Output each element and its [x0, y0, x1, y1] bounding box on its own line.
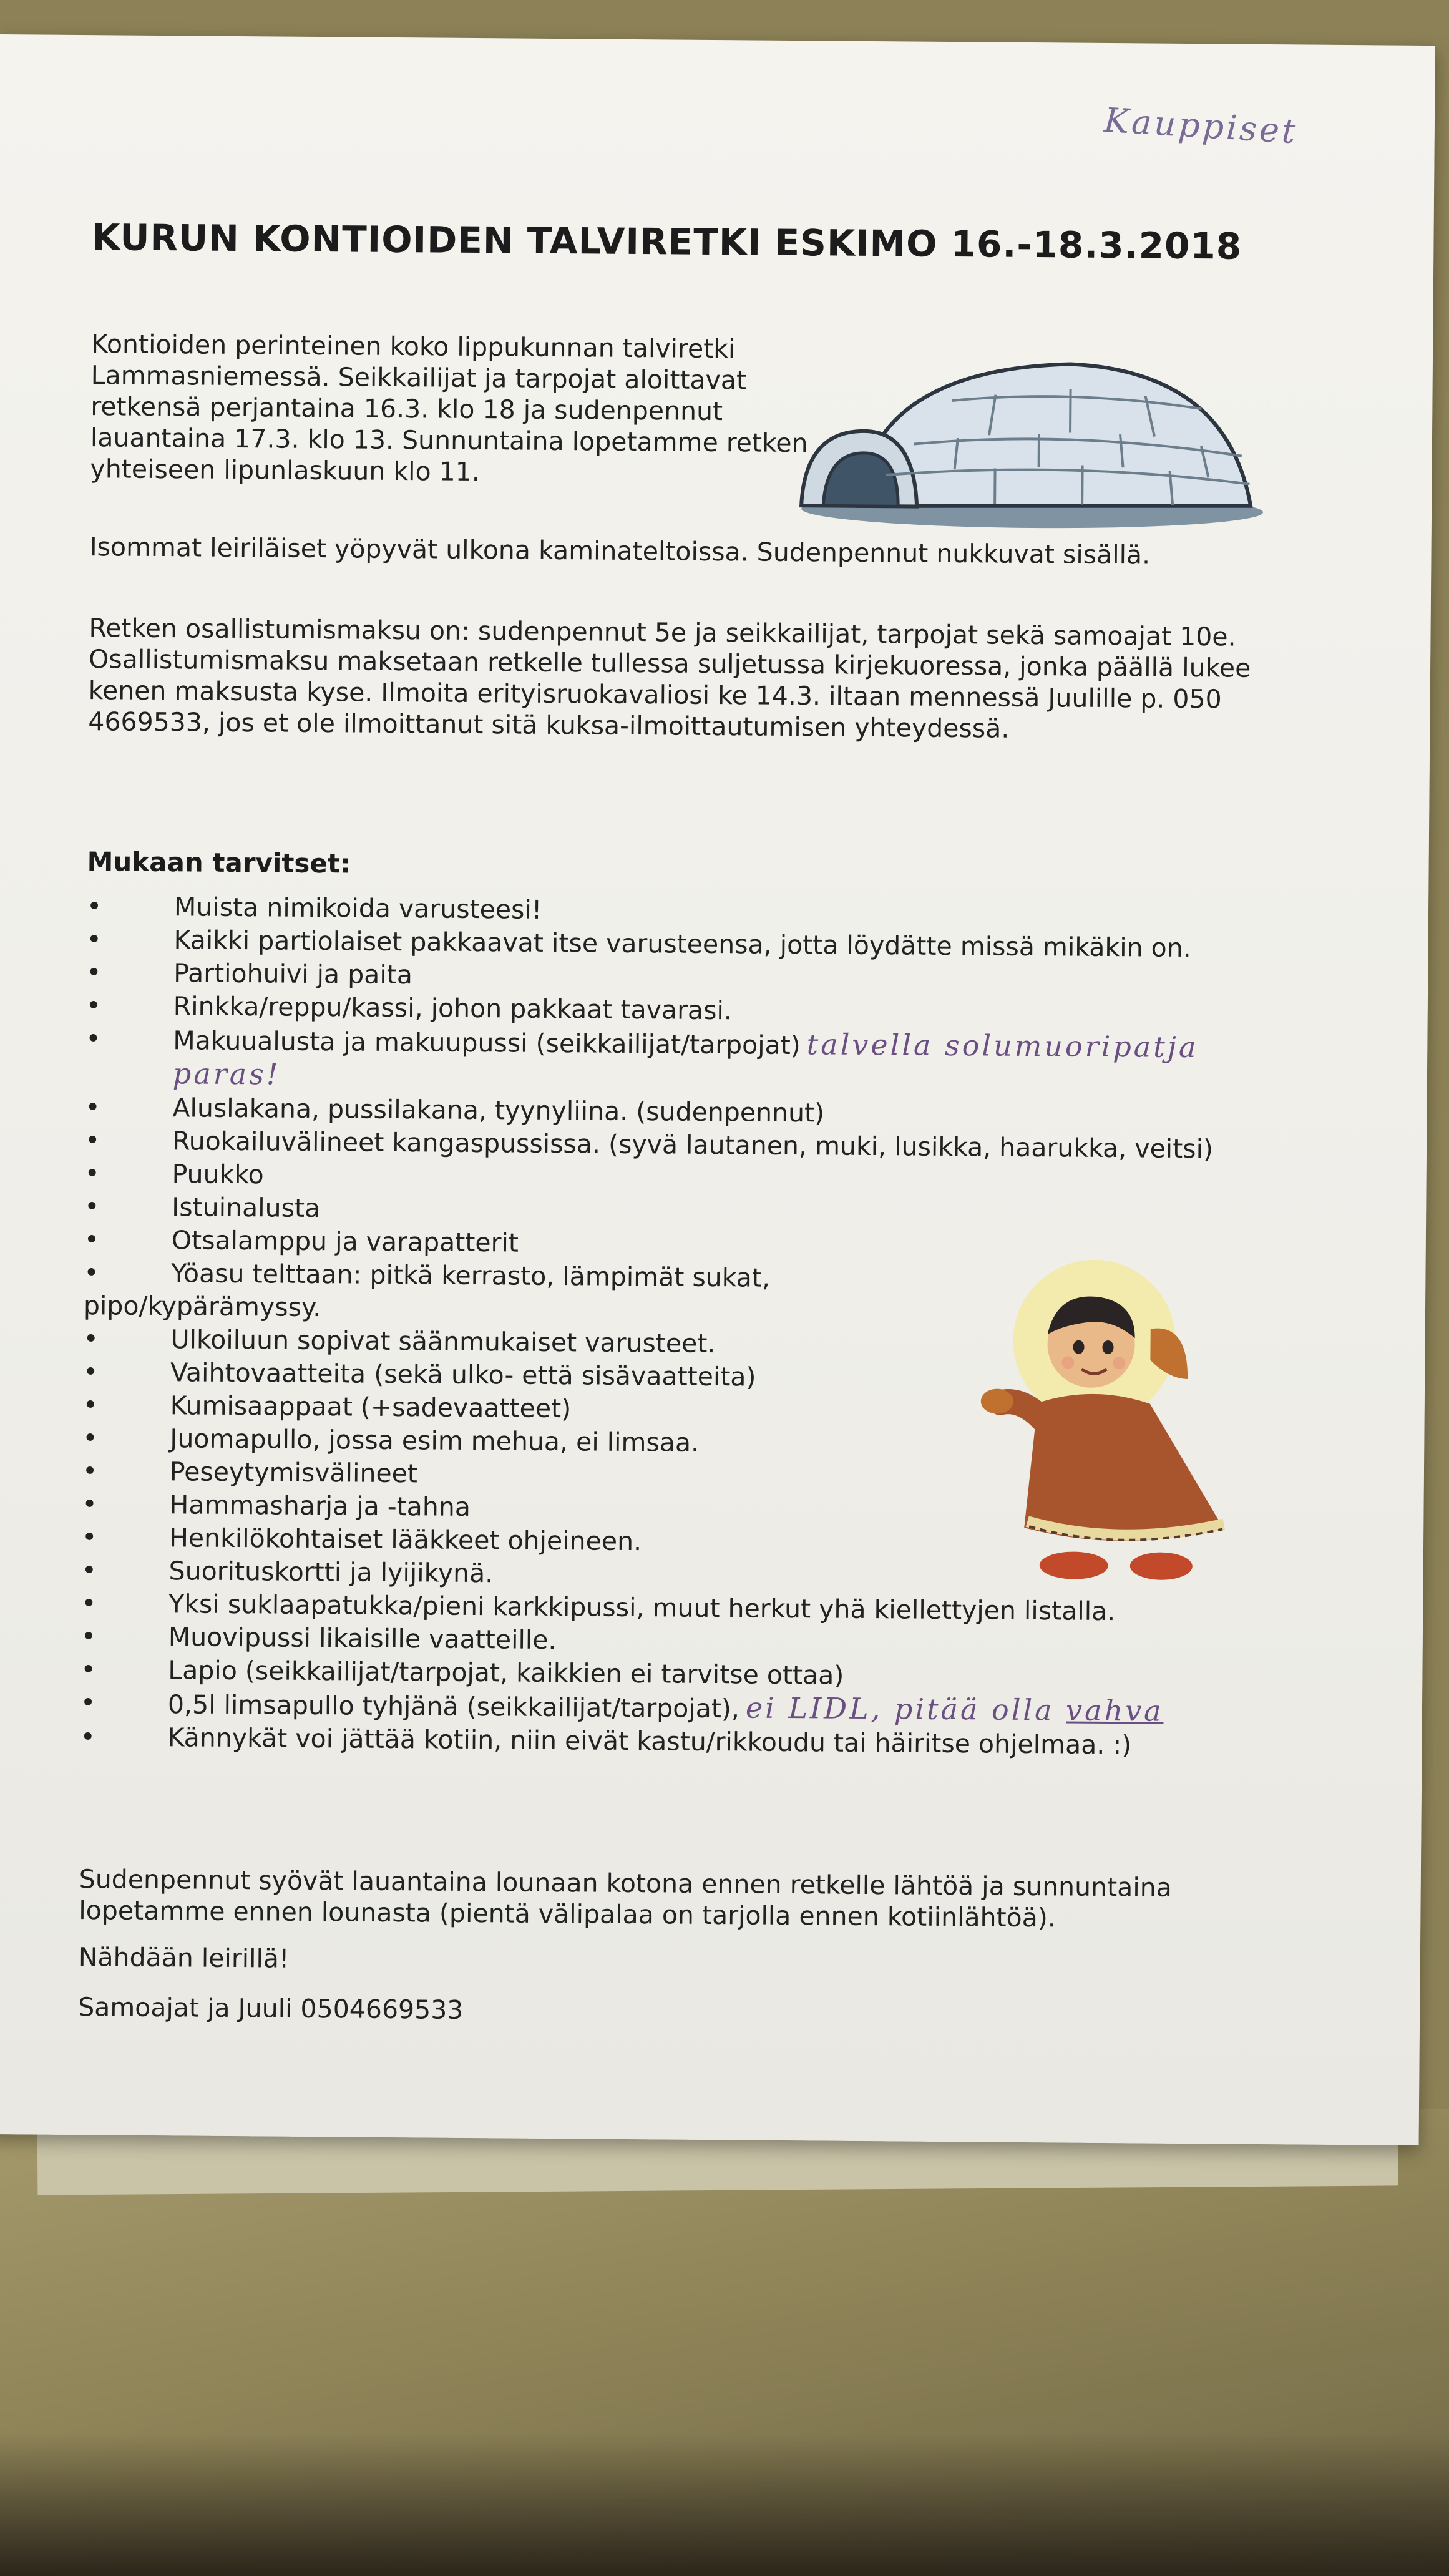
bullet: • — [86, 891, 102, 922]
bullet: • — [84, 1257, 99, 1288]
bullet: • — [81, 1555, 97, 1586]
bullet: • — [84, 1191, 100, 1222]
list-item: • Partiohuivi ja paita — [86, 957, 413, 990]
bullet: • — [82, 1423, 98, 1453]
footer-paragraph: Sudenpennut syövät lauantaina lounaan kotona ennen retkelle lähtöä ja sunnuntaina lopetamme ennen lounasta (pientä välipalaa on tarjolla ennen kotiinlähtöä). — [79, 1864, 1173, 1933]
handwritten-note-bottle: ei LIDL, pitää olla vahva — [745, 1690, 1164, 1728]
eskimo-child-illustration — [962, 1252, 1257, 1586]
list-item: • Makuualusta ja makuupussi (seikkailijat/tarpojat) talvella solumuoripatja paras! — [85, 1023, 1199, 1091]
fee-paragraph: Retken osallistumismaksu on: sudenpennut 5e ja seikkailijat, tarpojat sekä samoajat 10e. Osallistumismaksu maksetaan retkelle tullessa suljetussa kirjekuoressa, jonka päällä lukee kenen maksusta kyse. Ilmoita erityisruokavaliosi ke 14.3. iltaan mennessä Juulille p. 050 4669533, jos et ole ilmoittanut sitä kuksa-ilmoittautumisen yhteydessä. — [88, 613, 1251, 744]
handwritten-name: Kauppiset — [1103, 100, 1299, 152]
bullet: • — [86, 924, 102, 955]
list-item: • Henkilökohtaiset lääkkeet ohjeineen. — [81, 1522, 642, 1557]
list-item: • Yöasu telttaan: pitkä kerrasto, lämpimät sukat, pipo/kypärämyssy. — [83, 1257, 771, 1323]
bullet: • — [81, 1522, 97, 1553]
bullet: • — [84, 1158, 100, 1189]
igloo-illustration — [789, 324, 1265, 534]
bullet: • — [83, 1324, 99, 1354]
bullet: • — [80, 1722, 95, 1752]
list-item: • Kännykät voi jättää kotiin, niin eivät kastu/rikkoudu tai häiritse ohjelmaa. :) — [80, 1722, 1132, 1760]
boot-right — [1130, 1552, 1193, 1580]
bullet: • — [80, 1687, 96, 1718]
list-item: • Ruokailuvälineet kangaspussissa. (syvä lautanen, muki, lusikka, haarukka, veitsi) — [84, 1125, 1214, 1164]
bullet: • — [80, 1654, 96, 1685]
cheek-right — [1113, 1357, 1125, 1369]
bullet: • — [82, 1357, 99, 1387]
list-item: • Suorituskortti ja lyijikynä. — [81, 1555, 494, 1589]
bullet: • — [85, 1092, 100, 1123]
bullet: • — [82, 1456, 98, 1486]
list-item: • Yksi suklaapatukka/pieni karkkipussi, muut herkut yhä kiellettyjen listalla. — [81, 1588, 1116, 1627]
eye-left — [1073, 1340, 1084, 1354]
handwritten-note-sleeping-pad: talvella solumuoripatja paras! — [172, 1027, 1199, 1091]
page-title: KURUN KONTIOIDEN TALVIRETKI ESKIMO 16.-18.3.2018 — [92, 216, 1242, 268]
list-item: • Kaikki partiolaiset pakkaavat itse varusteensa, jotta löydätte missä mikäkin on. — [86, 924, 1191, 964]
bullet: • — [82, 1489, 97, 1520]
list-item: • Otsalamppu ja varapatterit — [84, 1224, 519, 1258]
list-item: • Muista nimikoida varusteesi! — [86, 891, 542, 925]
boot-left — [1040, 1551, 1108, 1579]
list-item: • Peseytymisvälineet — [82, 1456, 418, 1489]
paper-sheet — [0, 34, 1435, 2145]
list-item: • Juomapullo, jossa esim mehua, ei limsaa. — [82, 1423, 700, 1458]
cheek-left — [1061, 1356, 1074, 1368]
bullet: • — [80, 1621, 97, 1652]
bullet: • — [85, 990, 102, 1021]
bullet: • — [82, 1390, 99, 1420]
list-item: • Istuinalusta — [84, 1191, 321, 1224]
bullet: • — [86, 957, 102, 988]
list-item: • Ulkoiluun sopivat säänmukaiset varusteet. — [83, 1324, 716, 1359]
list-item: • Rinkka/reppu/kassi, johon pakkaat tavarasi. — [85, 990, 733, 1026]
list-item: • Lapio (seikkailijat/tarpojat, kaikkien ei tarvitse ottaa) — [80, 1654, 844, 1690]
list-item: • Kumisaappaat (+sadevaatteet) — [82, 1390, 572, 1424]
intro-paragraph: Kontioiden perinteinen koko lippukunnan talviretki Lammasniemessä. Seikkailijat ja tarpojat aloittavat retkensä perjantaina 16.3. klo 18 ja sudenpennut lauantaina 17.3. klo 13. Sunnuntaina lopetamme retken yhteiseen lipunlaskuun klo 11. — [90, 329, 808, 487]
list-item: • Vaihtovaatteita (sekä ulko- että sisävaatteita) — [82, 1357, 756, 1392]
list-item: • 0,5l limsapullo tyhjänä (seikkailijat/tarpojat), ei LIDL, pitää olla vahva — [80, 1687, 1164, 1728]
list-item: • Muovipussi likaisille vaatteille. — [80, 1621, 557, 1656]
list-item: • Hammasharja ja -tahna — [82, 1489, 471, 1522]
bullet: • — [85, 1023, 101, 1054]
bullet: • — [84, 1224, 100, 1255]
table-shadow — [0, 2434, 1449, 2576]
signature-line: Samoajat ja Juuli 0504669533 — [77, 1992, 464, 2025]
list-item: • Puukko — [84, 1158, 264, 1190]
list-item: • Aluslakana, pussilakana, tyynyliina. (sudenpennut) — [85, 1092, 825, 1128]
bullet: • — [81, 1588, 97, 1619]
sleeping-paragraph: Isommat leiriläiset yöpyvät ulkona kaminateltoissa. Sudenpennut nukkuvat sisällä. — [89, 532, 1151, 570]
eye-right — [1102, 1340, 1113, 1354]
bullet: • — [84, 1125, 100, 1156]
closing-line: Nähdään leirillä! — [78, 1942, 290, 1974]
packing-list-heading: Mukaan tarvitset: — [87, 846, 351, 879]
